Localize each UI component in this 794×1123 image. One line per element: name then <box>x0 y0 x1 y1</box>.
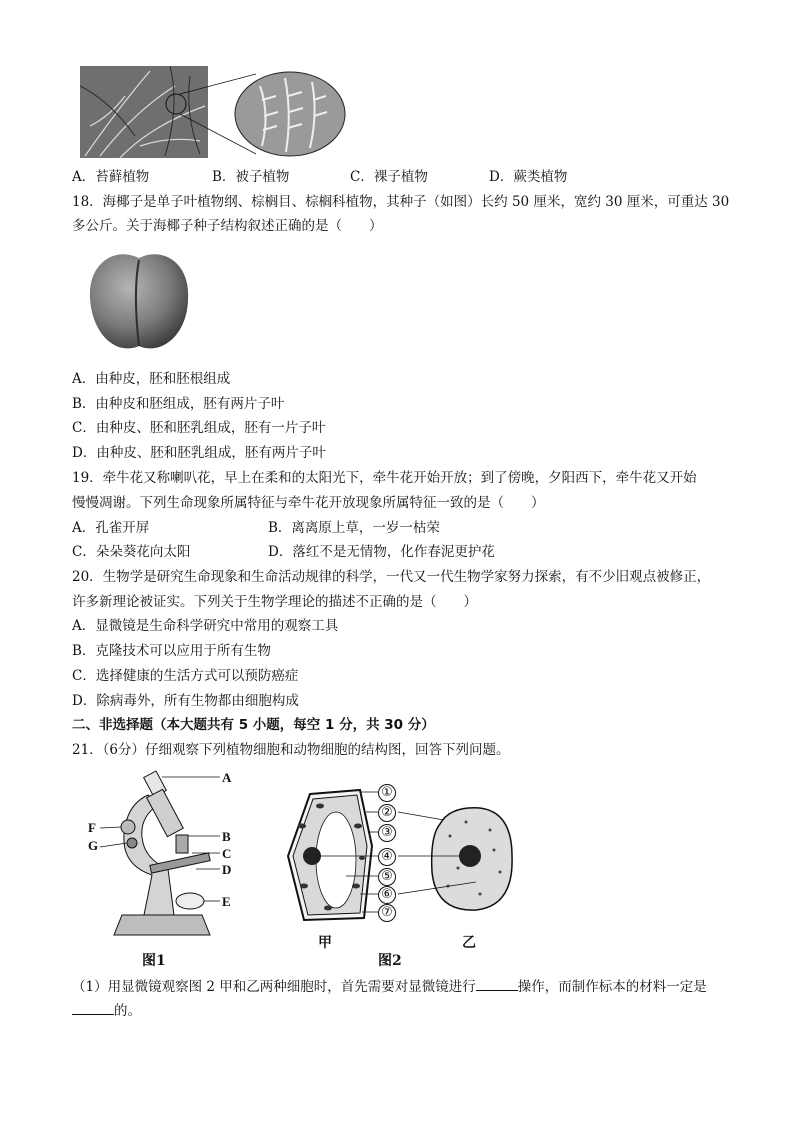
fig2-number-3: ③ <box>378 824 396 842</box>
coarse-focus-knob <box>121 820 135 834</box>
q17-option-a: A．苔藓植物 <box>72 169 150 185</box>
q17-options <box>72 167 722 187</box>
q18-option-d: D．由种皮、胚和胚乳组成，胚有两片子叶 <box>72 445 326 461</box>
fern-leaf-zoom <box>235 72 345 156</box>
fig1-label-g: G <box>88 838 99 853</box>
fig2-number-1: ① <box>378 784 396 802</box>
q17-option-c: C．裸子植物 <box>350 169 428 185</box>
q19-option-a: A．孔雀开屏 <box>72 520 150 536</box>
q21-sub1-text-c: 的。 <box>114 1003 141 1019</box>
q21-sub1-line2 <box>72 1000 141 1021</box>
q17-option-b: B．被子植物 <box>212 169 290 185</box>
q18-option-a: A．由种皮，胚和胚根组成 <box>72 371 231 387</box>
animal-nucleus <box>459 845 481 867</box>
microscope-base <box>114 915 210 935</box>
q19-options-row2 <box>72 542 722 562</box>
fine-focus-knob <box>127 838 137 848</box>
q19-option-b: B．离离原上草，一岁一枯荣 <box>268 520 440 536</box>
q20-option-a: A．显微镜是生命科学研究中常用的观察工具 <box>72 618 339 634</box>
microscope-tube <box>147 789 184 836</box>
microscope-stage <box>150 853 210 873</box>
fig2-number-2: ② <box>378 804 396 822</box>
fig2-number-4: ④ <box>378 848 396 866</box>
fig1-label-d: D <box>222 862 232 877</box>
plant-nucleus <box>303 847 321 865</box>
fig2-label-jia: 甲 <box>318 935 332 951</box>
q18-option-b: B．由种皮和胚组成，胚有两片子叶 <box>72 396 285 412</box>
q20-option-b: B．克隆技术可以应用于所有生物 <box>72 643 271 659</box>
answer-blank-2[interactable] <box>72 1000 114 1015</box>
q18-stem-line2: 多公斤。关于海椰子种子结构叙述正确的是（ ） <box>72 218 383 234</box>
microscope-mirror <box>176 893 204 909</box>
fern-photo-figure <box>80 66 350 162</box>
q17-option-d: D．蕨类植物 <box>489 169 568 185</box>
q19-option-d: D．落红不是无情物，化作春泥更护花 <box>268 544 495 560</box>
q21-sub1-text-a: （1）用显微镜观察图 2 甲和乙两种细胞时，首先需要对显微镜进行 <box>72 979 476 995</box>
q20-stem-line2: 许多新理论被证实。下列关于生物学理论的描述不正确的是（ ） <box>72 594 477 610</box>
fig1-label-f: F <box>88 820 96 835</box>
q19-option-c: C．朵朵葵花向太阳 <box>72 544 191 560</box>
fig2-label-yi: 乙 <box>462 935 476 951</box>
cell-diagram <box>280 786 520 926</box>
q19-stem-line1: 19．牵牛花又称喇叭花，早上在柔和的太阳光下，牵牛花开始开放；到了傍晚，夕阳西下，牵牛花又开始 <box>72 470 697 486</box>
answer-blank-1[interactable] <box>476 976 518 991</box>
q20-option-c: C．选择健康的生活方式可以预防癌症 <box>72 668 299 684</box>
fig1-label-e: E <box>222 894 231 909</box>
fig1-caption: 图1 <box>142 953 166 969</box>
q19-stem-line2: 慢慢凋谢。下列生命现象所属特征与牵牛花开放现象所属特征一致的是（ ） <box>72 495 545 511</box>
fig1-label-b: B <box>222 829 231 844</box>
fig2-number-7: ⑦ <box>378 904 396 922</box>
section2-title: 二、非选择题（本大题共有 5 小题，每空 1 分，共 30 分） <box>72 717 435 733</box>
plant-vacuole <box>316 812 356 908</box>
fig2-number-5: ⑤ <box>378 868 396 886</box>
fig1-label-c: C <box>222 846 232 861</box>
q18-stem-line1: 18．海椰子是单子叶植物纲、棕榈目、棕榈科植物，其种子（如图）长约 50 厘米，宽约 30 厘米，可重达 30 <box>72 194 730 210</box>
microscope-objective <box>176 835 188 853</box>
fig1-label-a: A <box>222 770 232 785</box>
q21-stem: 21．（6分）仔细观察下列植物细胞和动物细胞的结构图，回答下列问题。 <box>72 742 510 758</box>
fig2-number-6: ⑥ <box>378 886 396 904</box>
coco-de-mer-seed-image <box>84 246 194 358</box>
fig2-caption: 图2 <box>378 953 402 969</box>
microscope-diagram <box>82 765 262 945</box>
q20-stem-line1: 20．生物学是研究生命现象和生命活动规律的科学，一代又一代生物学家努力探索，有不少旧观点被修正， <box>72 569 711 585</box>
q21-sub1-text-b: 操作，而制作标本的材料一定是 <box>517 979 707 995</box>
q20-option-d: D．除病毒外，所有生物都由细胞构成 <box>72 693 299 709</box>
q21-sub1-line1 <box>72 976 707 997</box>
q18-option-c: C．由种皮、胚和胚乳组成，胚有一片子叶 <box>72 420 326 436</box>
q19-options-row1 <box>72 518 722 538</box>
